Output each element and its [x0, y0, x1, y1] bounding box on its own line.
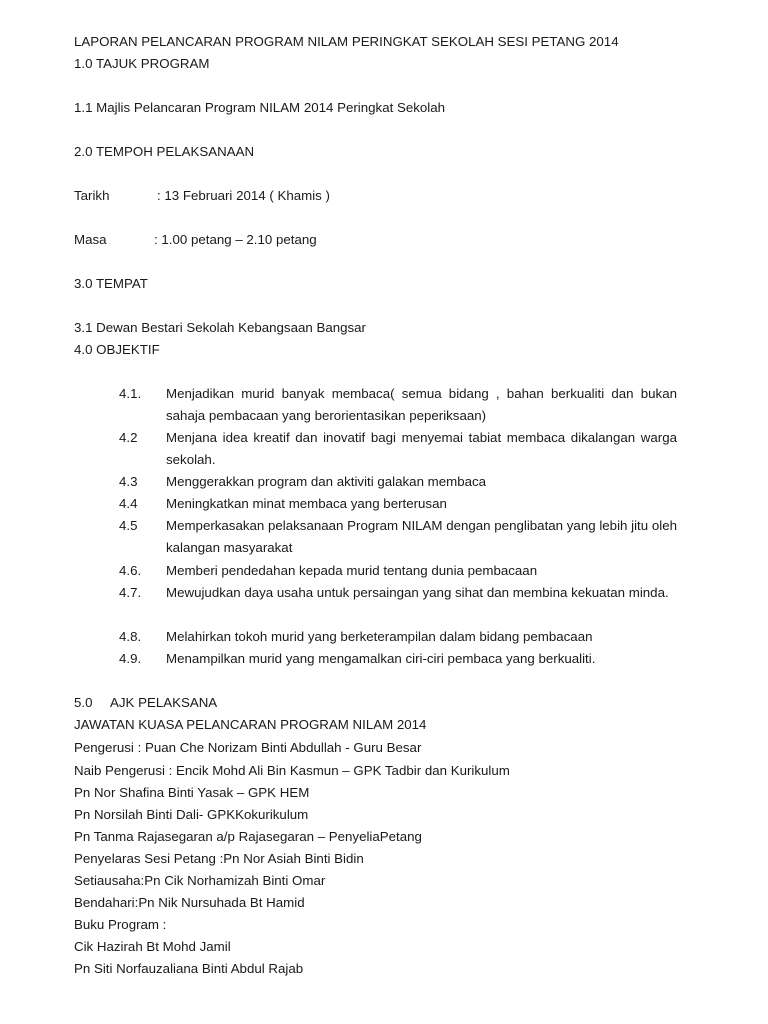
objective-text: Menampilkan murid yang mengamalkan ciri-ciri pembaca yang berkualiti. [166, 651, 596, 666]
section-3-heading: 3.0 TEMPAT [74, 276, 148, 291]
section-5-number: 5.0 [74, 695, 93, 710]
objective-number: 4.4 [119, 496, 138, 511]
tarikh-label: Tarikh [74, 188, 110, 203]
objective-text: Menggerakkan program dan aktiviti galakan membaca [166, 474, 487, 489]
objective-text: Mewujudkan daya usaha untuk persaingan yang sihat dan membina kekuatan minda. [166, 585, 669, 600]
committee-member: Cik Hazirah Bt Mohd Jamil [74, 939, 231, 954]
masa-value: : 1.00 petang – 2.10 petang [154, 232, 317, 247]
committee-member: Penyelaras Sesi Petang :Pn Nor Asiah Binti Bidin [74, 851, 364, 866]
committee-member: Buku Program : [74, 917, 167, 932]
committee-member: Bendahari:Pn Nik Nursuhada Bt Hamid [74, 895, 305, 910]
objective-text: Meningkatkan minat membaca yang berterusan [166, 496, 447, 511]
section-4-heading: 4.0 OBJEKTIF [74, 342, 160, 357]
committee-member: Pn Nor Shafina Binti Yasak – GPK HEM [74, 785, 310, 800]
committee-member: Setiausaha:Pn Cik Norhamizah Binti Omar [74, 873, 326, 888]
objective-text: Memberi pendedahan kepada murid tentang dunia pembacaan [166, 563, 538, 578]
section-5-heading: AJK PELAKSANA [110, 695, 218, 710]
tarikh-value: : 13 Februari 2014 ( Khamis ) [157, 188, 330, 203]
objective-number: 4.9. [119, 651, 142, 666]
section-3-item: 3.1 Dewan Bestari Sekolah Kebangsaan Bangsar [74, 320, 366, 335]
objective-number: 4.8. [119, 629, 142, 644]
objective-text: Memperkasakan pelaksanaan Program NILAM dengan penglibatan yang lebih jitu oleh kalangan masyarakat [166, 518, 677, 555]
objective-number: 4.6. [119, 563, 142, 578]
objective-number: 4.7. [119, 585, 142, 600]
objective-number: 4.3 [119, 474, 138, 489]
committee-title: JAWATAN KUASA PELANCARAN PROGRAM NILAM 2014 [74, 717, 427, 732]
committee-member: Naib Pengerusi : Encik Mohd Ali Bin Kasmun – GPK Tadbir dan Kurikulum [74, 763, 510, 778]
committee-member: Pn Norsilah Binti Dali- GPKKokurikulum [74, 807, 309, 822]
committee-member: Pn Siti Norfauzaliana Binti Abdul Rajab [74, 961, 304, 976]
section-1-heading: 1.0 TAJUK PROGRAM [74, 56, 210, 71]
objective-number: 4.5 [119, 518, 138, 533]
objective-text: Menjana idea kreatif dan inovatif bagi menyemai tabiat membaca dikalangan warga sekolah. [166, 430, 677, 467]
committee-member: Pengerusi : Puan Che Norizam Binti Abdullah - Guru Besar [74, 740, 422, 755]
objective-text: Menjadikan murid banyak membaca( semua bidang , bahan berkualiti dan bukan sahaja pembacaan yang berorientasikan peperiksaan) [166, 386, 677, 423]
masa-label: Masa [74, 232, 107, 247]
committee-member: Pn Tanma Rajasegaran a/p Rajasegaran – PenyeliaPetang [74, 829, 422, 844]
document-title: LAPORAN PELANCARAN PROGRAM NILAM PERINGKAT SEKOLAH SESI PETANG 2014 [74, 34, 619, 49]
section-1-item: 1.1 Majlis Pelancaran Program NILAM 2014 Peringkat Sekolah [74, 100, 446, 115]
section-2-heading: 2.0 TEMPOH PELAKSANAAN [74, 144, 255, 159]
objective-text: Melahirkan tokoh murid yang berketerampilan dalam bidang pembacaan [166, 629, 593, 644]
objective-number: 4.2 [119, 430, 138, 445]
objective-number: 4.1. [119, 386, 142, 401]
